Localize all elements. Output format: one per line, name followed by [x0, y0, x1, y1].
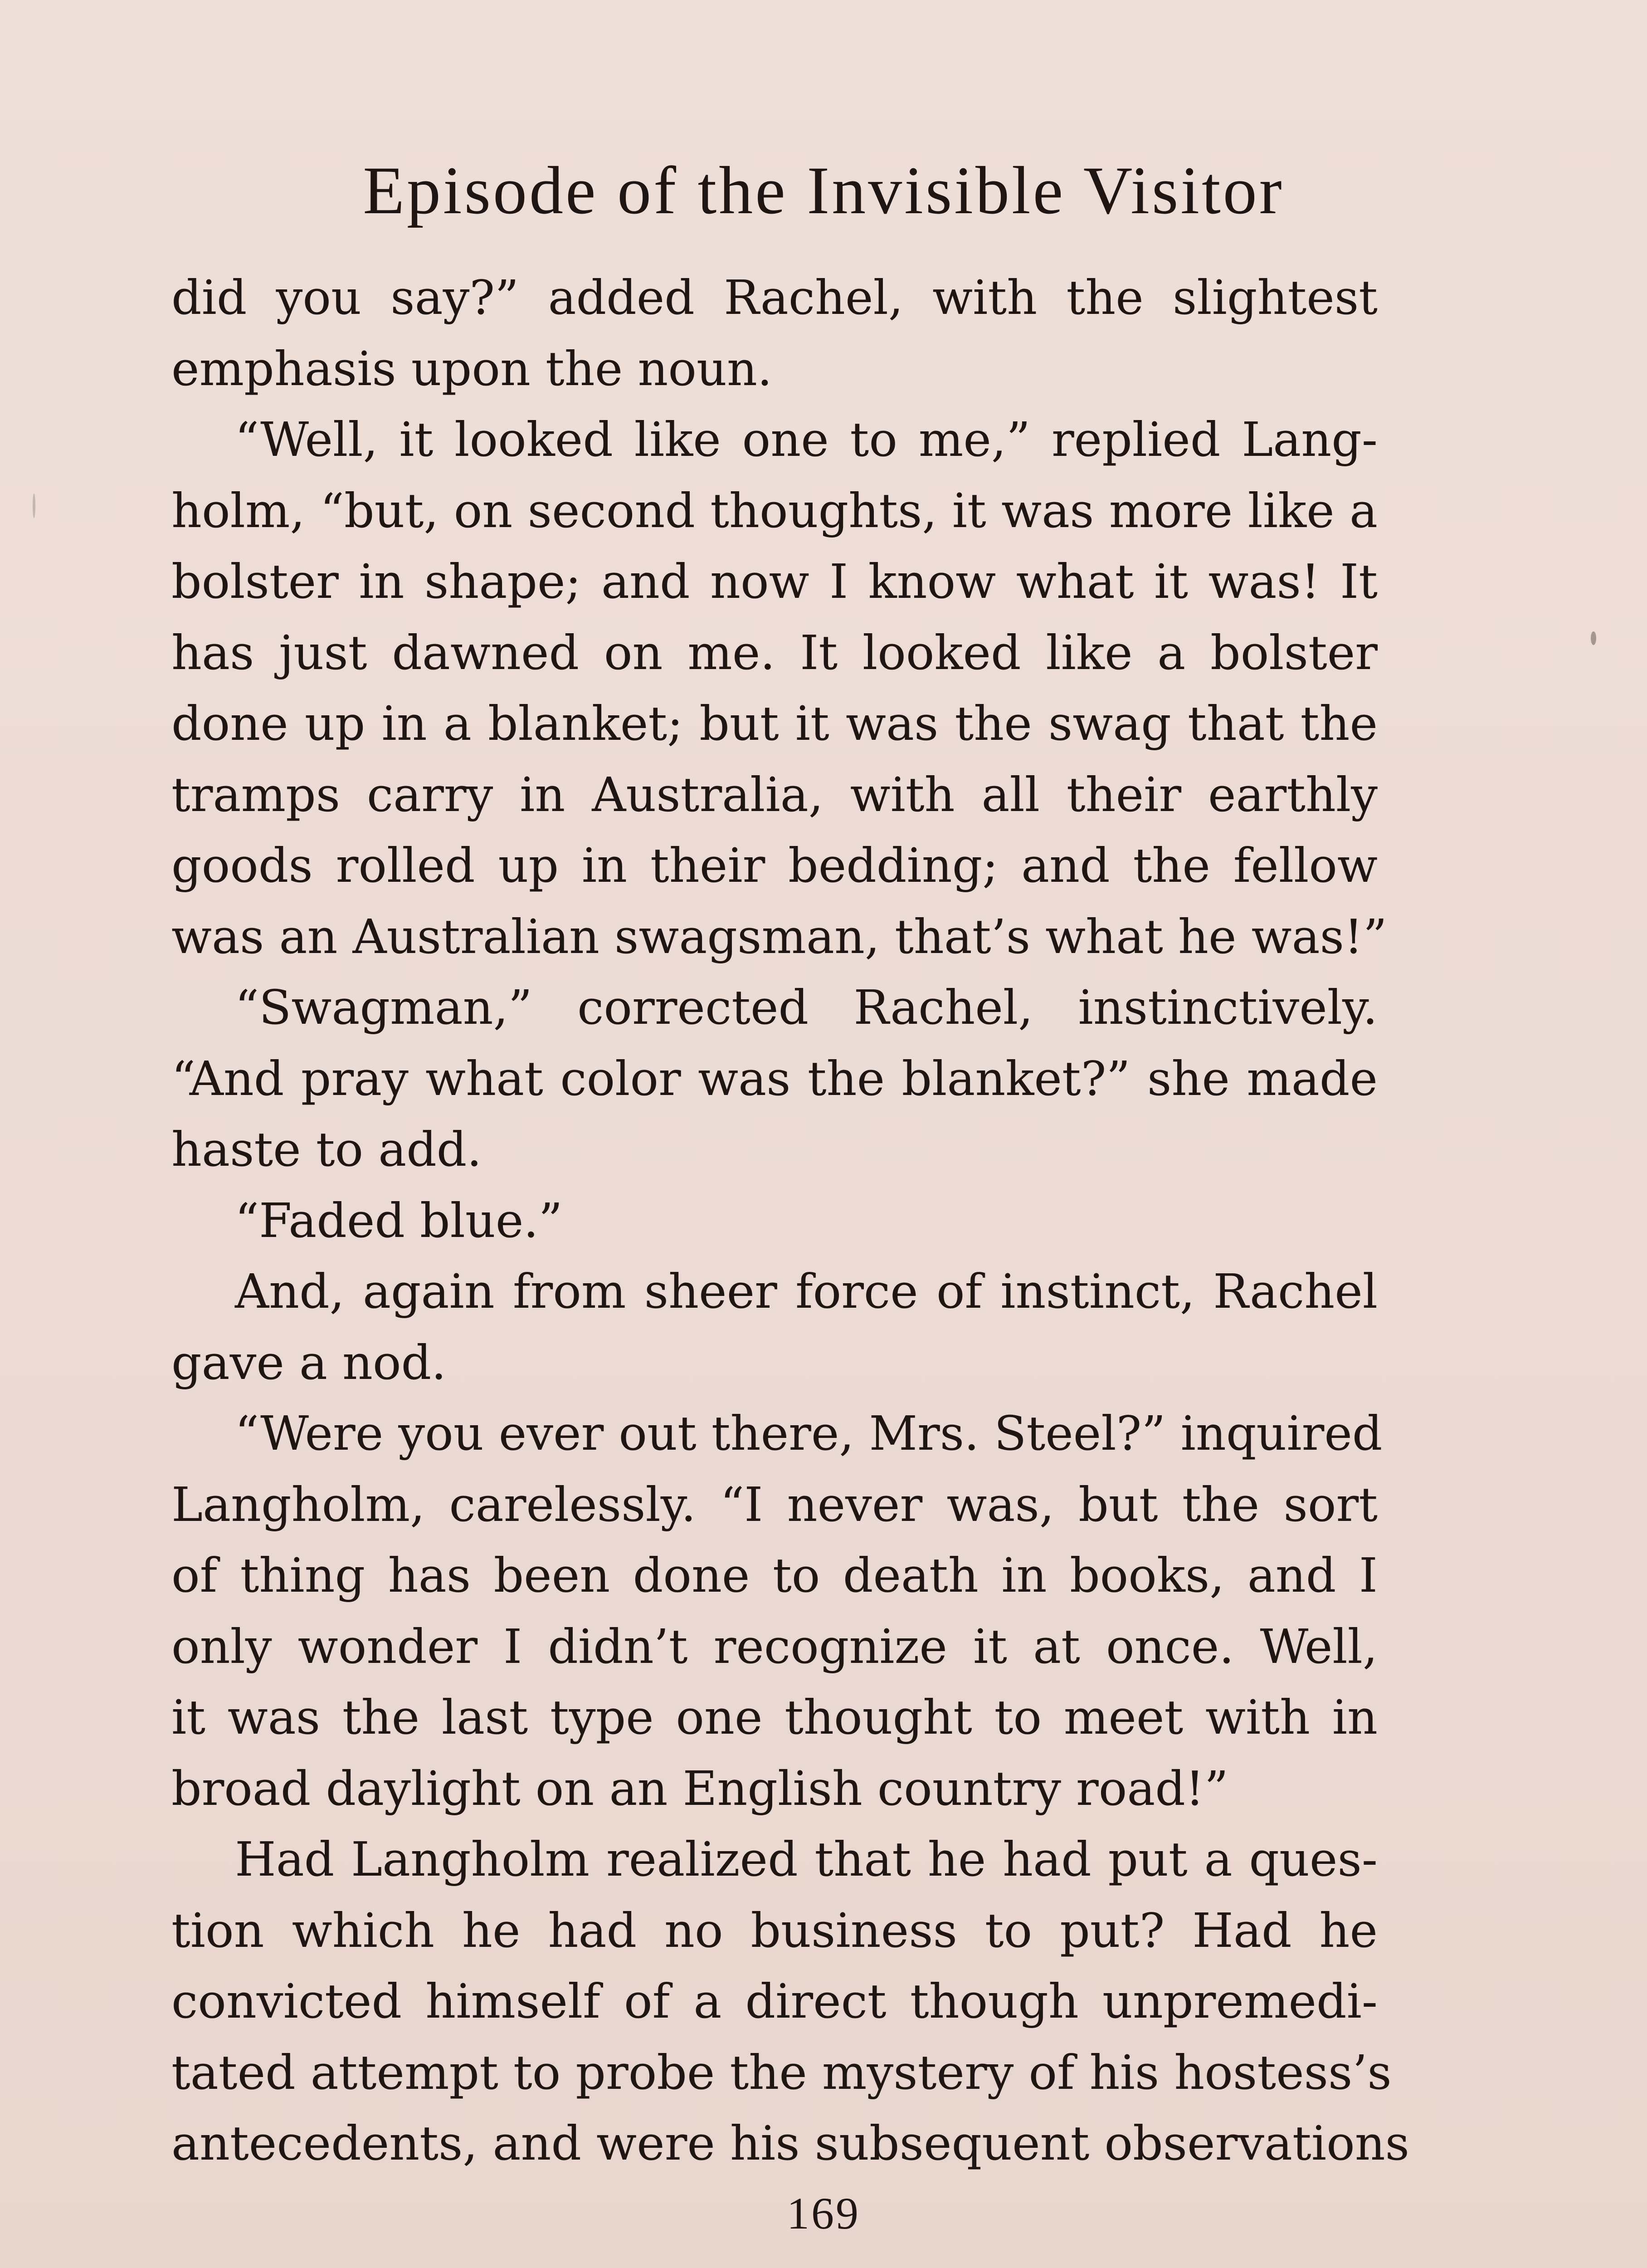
text-line: holm, “but, on second thoughts, it was more like a	[171, 483, 1378, 538]
text-line: haste to add.	[171, 1122, 482, 1177]
text-line: it was the last type one thought to meet with in	[171, 1690, 1378, 1745]
text-line: “Were you ever out there, Mrs. Steel?” inquired	[235, 1406, 1383, 1461]
text-line: “And pray what color was the blanket?” she made	[171, 1051, 1378, 1106]
text-line: has just dawned on me. It looked like a bolster	[171, 625, 1378, 680]
paper-speck	[1591, 631, 1596, 645]
text-line: was an Australian swagsman, that’s what he was!”	[171, 909, 1387, 964]
running-head: Episode of the Invisible Visitor	[363, 153, 1284, 228]
text-line: bolster in shape; and now I know what it was! It	[171, 554, 1378, 609]
text-line: Had Langholm realized that he had put a ques-	[235, 1832, 1378, 1887]
text-line: “Faded blue.”	[235, 1193, 563, 1248]
paper-speck	[33, 494, 35, 518]
text-line: goods rolled up in their bedding; and the fellow	[171, 838, 1378, 893]
text-line: “Well, it looked like one to me,” replied Lang-	[235, 412, 1378, 467]
text-line: Langholm, carelessly. “I never was, but the sort	[171, 1476, 1378, 1532]
text-line: tion which he had no business to put? Had he	[171, 1902, 1378, 1958]
text-line: of thing has been done to death in books, and I	[171, 1548, 1378, 1603]
text-line: “Swagman,” corrected Rachel, instinctively.	[235, 980, 1378, 1035]
text-line: antecedents, and were his subsequent observations	[171, 2116, 1410, 2171]
text-line: convicted himself of a direct though unpremedi-	[171, 1974, 1378, 2029]
page-number: 169	[787, 2188, 860, 2239]
text-line: emphasis upon the noun.	[171, 341, 772, 396]
text-line: tated attempt to probe the mystery of his hostess’s	[171, 2044, 1392, 2100]
text-line: only wonder I didn’t recognize it at once. Well,	[171, 1618, 1378, 1674]
text-line: tramps carry in Australia, with all their earthly	[171, 767, 1378, 822]
text-line: did you say?” added Rachel, with the slightest	[171, 270, 1378, 325]
text-line: gave a nod.	[171, 1334, 447, 1390]
text-line: done up in a blanket; but it was the swag that the	[171, 696, 1378, 751]
text-line: And, again from sheer force of instinct, Rachel	[235, 1264, 1378, 1319]
body-text	[171, 262, 1410, 2179]
text-line: broad daylight on an English country road!”	[171, 1760, 1228, 1816]
